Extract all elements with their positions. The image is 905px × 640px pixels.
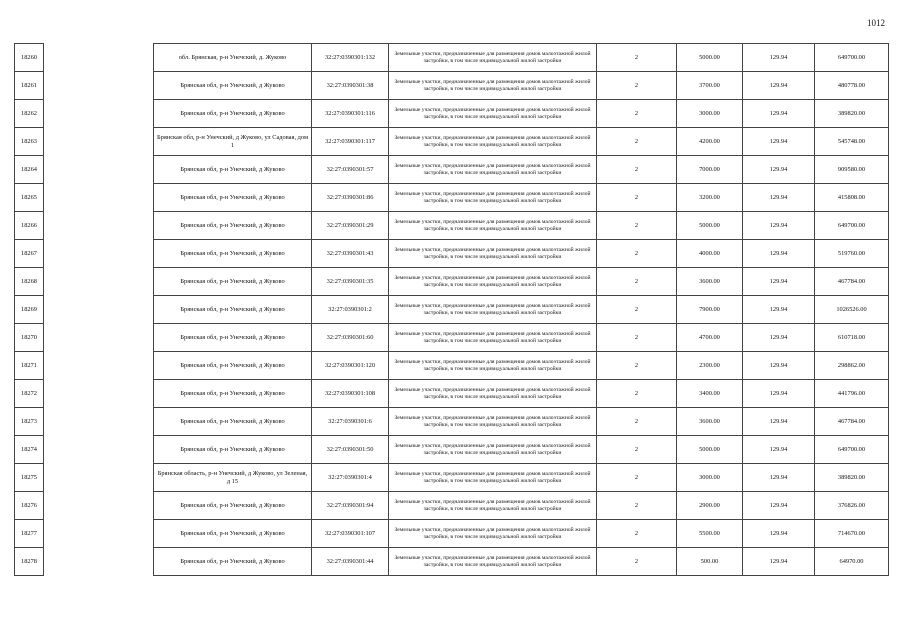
cadastral-number-cell: 32:27:0390301:94 — [312, 492, 389, 520]
group-cell: 2 — [597, 464, 677, 492]
cadastral-number-cell: 32:27:0390301:60 — [312, 324, 389, 352]
empty-cell — [44, 464, 154, 492]
group-cell: 2 — [597, 156, 677, 184]
group-cell: 2 — [597, 520, 677, 548]
address-cell: Брянская обл, р-н Унечский, д Жуково — [154, 240, 312, 268]
row-number-cell: 18262 — [15, 100, 44, 128]
cadastral-number-cell: 32:27:0390301:6 — [312, 408, 389, 436]
area-cell: 5000.00 — [677, 44, 743, 72]
cadastral-value-table — [14, 43, 889, 576]
address-cell: Брянская обл, р-н Унечский, д Жуково — [154, 436, 312, 464]
land-use-cell: Земельные участки, предназначенные для размещения домов малоэтажной жилой застройки, в том числе индивидуальной жилой застройки — [389, 128, 597, 156]
table-row — [15, 436, 889, 464]
row-number-cell: 18273 — [15, 408, 44, 436]
land-use-cell: Земельные участки, предназначенные для размещения домов малоэтажной жилой застройки, в том числе индивидуальной жилой застройки — [389, 492, 597, 520]
area-cell: 7000.00 — [677, 156, 743, 184]
group-cell: 2 — [597, 128, 677, 156]
row-number-cell: 18278 — [15, 548, 44, 576]
cadastral-number-cell: 32:27:0390301:29 — [312, 212, 389, 240]
land-use-cell: Земельные участки, предназначенные для размещения домов малоэтажной жилой застройки, в том числе индивидуальной жилой застройки — [389, 380, 597, 408]
table-row — [15, 100, 889, 128]
group-cell: 2 — [597, 100, 677, 128]
table-row — [15, 548, 889, 576]
empty-cell — [44, 520, 154, 548]
table-row — [15, 352, 889, 380]
unit-rate-cell: 129.94 — [743, 100, 815, 128]
row-number-cell: 18276 — [15, 492, 44, 520]
area-cell: 3200.00 — [677, 184, 743, 212]
unit-rate-cell: 129.94 — [743, 156, 815, 184]
area-cell: 5000.00 — [677, 212, 743, 240]
group-cell: 2 — [597, 548, 677, 576]
address-cell: обл. Брянская, р-н Унечский, д. Жуково — [154, 44, 312, 72]
row-number-cell: 18272 — [15, 380, 44, 408]
cadastral-value-cell: 649700.00 — [815, 436, 889, 464]
area-cell: 5000.00 — [677, 436, 743, 464]
cadastral-value-cell: 389820.00 — [815, 464, 889, 492]
land-use-cell: Земельные участки, предназначенные для размещения домов малоэтажной жилой застройки, в том числе индивидуальной жилой застройки — [389, 296, 597, 324]
cadastral-value-cell: 376826.00 — [815, 492, 889, 520]
empty-cell — [44, 548, 154, 576]
area-cell: 4200.00 — [677, 128, 743, 156]
unit-rate-cell: 129.94 — [743, 240, 815, 268]
table-row — [15, 380, 889, 408]
cadastral-number-cell: 32:27:0390301:43 — [312, 240, 389, 268]
cadastral-value-cell: 467784.00 — [815, 408, 889, 436]
empty-cell — [44, 408, 154, 436]
unit-rate-cell: 129.94 — [743, 324, 815, 352]
unit-rate-cell: 129.94 — [743, 464, 815, 492]
cadastral-value-cell: 480778.00 — [815, 72, 889, 100]
row-number-cell: 18269 — [15, 296, 44, 324]
land-use-cell: Земельные участки, предназначенные для размещения домов малоэтажной жилой застройки, в том числе индивидуальной жилой застройки — [389, 268, 597, 296]
table-row — [15, 408, 889, 436]
address-cell: Брянская обл, р-н Унечский, д Жуково — [154, 380, 312, 408]
row-number-cell: 18265 — [15, 184, 44, 212]
row-number-cell: 18274 — [15, 436, 44, 464]
group-cell: 2 — [597, 240, 677, 268]
table-row — [15, 268, 889, 296]
unit-rate-cell: 129.94 — [743, 492, 815, 520]
land-use-cell: Земельные участки, предназначенные для размещения домов малоэтажной жилой застройки, в том числе индивидуальной жилой застройки — [389, 240, 597, 268]
cadastral-number-cell: 32:27:0390301:38 — [312, 72, 389, 100]
land-use-cell: Земельные участки, предназначенные для размещения домов малоэтажной жилой застройки, в том числе индивидуальной жилой застройки — [389, 324, 597, 352]
address-cell: Брянская обл, р-н Унечский, д Жуково — [154, 548, 312, 576]
cadastral-value-cell: 467784.00 — [815, 268, 889, 296]
group-cell: 2 — [597, 268, 677, 296]
land-use-cell: Земельные участки, предназначенные для размещения домов малоэтажной жилой застройки, в том числе индивидуальной жилой застройки — [389, 100, 597, 128]
group-cell: 2 — [597, 184, 677, 212]
address-cell: Брянская обл, р-н Унечский, д Жуково — [154, 212, 312, 240]
unit-rate-cell: 129.94 — [743, 128, 815, 156]
unit-rate-cell: 129.94 — [743, 184, 815, 212]
cadastral-value-cell: 519760.00 — [815, 240, 889, 268]
cadastral-number-cell: 32:27:0390301:117 — [312, 128, 389, 156]
address-cell: Брянская область, р-н Унечский, д Жуково, ул Зеленая, д 15 — [154, 464, 312, 492]
empty-cell — [44, 268, 154, 296]
row-number-cell: 18271 — [15, 352, 44, 380]
empty-cell — [44, 352, 154, 380]
cadastral-number-cell: 32:27:0390301:107 — [312, 520, 389, 548]
page-number: 1012 — [867, 18, 885, 28]
group-cell: 2 — [597, 436, 677, 464]
area-cell: 2900.00 — [677, 492, 743, 520]
area-cell: 7900.00 — [677, 296, 743, 324]
cadastral-number-cell: 32:27:0390301:108 — [312, 380, 389, 408]
address-cell: Брянская обл, р-н Унечский, д Жуково — [154, 492, 312, 520]
land-use-cell: Земельные участки, предназначенные для размещения домов малоэтажной жилой застройки, в том числе индивидуальной жилой застройки — [389, 212, 597, 240]
cadastral-number-cell: 32:27:0390301:2 — [312, 296, 389, 324]
table-row — [15, 324, 889, 352]
address-cell: Брянская обл, р-н Унечский, д Жуково — [154, 100, 312, 128]
cadastral-number-cell: 32:27:0390301:132 — [312, 44, 389, 72]
row-number-cell: 18277 — [15, 520, 44, 548]
unit-rate-cell: 129.94 — [743, 436, 815, 464]
row-number-cell: 18266 — [15, 212, 44, 240]
land-use-cell: Земельные участки, предназначенные для размещения домов малоэтажной жилой застройки, в том числе индивидуальной жилой застройки — [389, 156, 597, 184]
address-cell: Брянская обл, р-н Унечский, д Жуково — [154, 520, 312, 548]
empty-cell — [44, 296, 154, 324]
group-cell: 2 — [597, 380, 677, 408]
cadastral-value-cell: 441796.00 — [815, 380, 889, 408]
address-cell: Брянская обл, р-н Унечский, д Жуково — [154, 408, 312, 436]
area-cell: 2300.00 — [677, 352, 743, 380]
address-cell: Брянская обл, р-н Унечский, д Жуково — [154, 352, 312, 380]
group-cell: 2 — [597, 212, 677, 240]
cadastral-value-cell: 909580.00 — [815, 156, 889, 184]
area-cell: 3600.00 — [677, 408, 743, 436]
cadastral-value-cell: 1026526.00 — [815, 296, 889, 324]
land-use-cell: Земельные участки, предназначенные для размещения домов малоэтажной жилой застройки, в том числе индивидуальной жилой застройки — [389, 352, 597, 380]
cadastral-value-cell: 649700.00 — [815, 212, 889, 240]
cadastral-number-cell: 32:27:0390301:57 — [312, 156, 389, 184]
cadastral-value-cell: 610718.00 — [815, 324, 889, 352]
address-cell: Брянская обл, р-н Унечский, д Жуково — [154, 296, 312, 324]
unit-rate-cell: 129.94 — [743, 352, 815, 380]
area-cell: 4000.00 — [677, 240, 743, 268]
group-cell: 2 — [597, 72, 677, 100]
empty-cell — [44, 100, 154, 128]
table-row — [15, 464, 889, 492]
unit-rate-cell: 129.94 — [743, 296, 815, 324]
row-number-cell: 18261 — [15, 72, 44, 100]
address-cell: Брянская обл, р-н Унечский, д Жуково — [154, 324, 312, 352]
empty-cell — [44, 128, 154, 156]
cadastral-number-cell: 32:27:0390301:4 — [312, 464, 389, 492]
group-cell: 2 — [597, 352, 677, 380]
cadastral-number-cell: 32:27:0390301:44 — [312, 548, 389, 576]
unit-rate-cell: 129.94 — [743, 408, 815, 436]
area-cell: 3000.00 — [677, 464, 743, 492]
cadastral-number-cell: 32:27:0390301:35 — [312, 268, 389, 296]
group-cell: 2 — [597, 324, 677, 352]
unit-rate-cell: 129.94 — [743, 520, 815, 548]
cadastral-number-cell: 32:27:0390301:86 — [312, 184, 389, 212]
area-cell: 3400.00 — [677, 380, 743, 408]
cadastral-number-cell: 32:27:0390301:116 — [312, 100, 389, 128]
group-cell: 2 — [597, 408, 677, 436]
row-number-cell: 18275 — [15, 464, 44, 492]
unit-rate-cell: 129.94 — [743, 548, 815, 576]
area-cell: 4700.00 — [677, 324, 743, 352]
empty-cell — [44, 44, 154, 72]
land-use-cell: Земельные участки, предназначенные для размещения домов малоэтажной жилой застройки, в том числе индивидуальной жилой застройки — [389, 548, 597, 576]
address-cell: Брянская обл, р-н Унечский, д Жуково — [154, 72, 312, 100]
area-cell: 500.00 — [677, 548, 743, 576]
row-number-cell: 18264 — [15, 156, 44, 184]
cadastral-number-cell: 32:27:0390301:120 — [312, 352, 389, 380]
address-cell: Брянская обл, р-н Унечский, д Жуково — [154, 184, 312, 212]
empty-cell — [44, 436, 154, 464]
empty-cell — [44, 212, 154, 240]
land-use-cell: Земельные участки, предназначенные для размещения домов малоэтажной жилой застройки, в том числе индивидуальной жилой застройки — [389, 408, 597, 436]
land-use-cell: Земельные участки, предназначенные для размещения домов малоэтажной жилой застройки, в том числе индивидуальной жилой застройки — [389, 520, 597, 548]
row-number-cell: 18263 — [15, 128, 44, 156]
cadastral-value-cell: 389820.00 — [815, 100, 889, 128]
table-row — [15, 156, 889, 184]
area-cell: 3600.00 — [677, 268, 743, 296]
group-cell: 2 — [597, 44, 677, 72]
table-row — [15, 128, 889, 156]
cadastral-number-cell: 32:27:0390301:50 — [312, 436, 389, 464]
row-number-cell: 18268 — [15, 268, 44, 296]
cadastral-value-cell: 545748.00 — [815, 128, 889, 156]
cadastral-value-cell: 415808.00 — [815, 184, 889, 212]
land-use-cell: Земельные участки, предназначенные для размещения домов малоэтажной жилой застройки, в том числе индивидуальной жилой застройки — [389, 44, 597, 72]
cadastral-value-cell: 714670.00 — [815, 520, 889, 548]
address-cell: Брянская обл, р-н Унечский, д Жуково — [154, 156, 312, 184]
empty-cell — [44, 380, 154, 408]
table-row — [15, 240, 889, 268]
table-row — [15, 212, 889, 240]
cadastral-value-cell: 64970.00 — [815, 548, 889, 576]
row-number-cell: 18267 — [15, 240, 44, 268]
empty-cell — [44, 72, 154, 100]
empty-cell — [44, 184, 154, 212]
table-row — [15, 492, 889, 520]
land-use-cell: Земельные участки, предназначенные для размещения домов малоэтажной жилой застройки, в том числе индивидуальной жилой застройки — [389, 464, 597, 492]
table-row — [15, 184, 889, 212]
empty-cell — [44, 492, 154, 520]
land-use-cell: Земельные участки, предназначенные для размещения домов малоэтажной жилой застройки, в том числе индивидуальной жилой застройки — [389, 72, 597, 100]
unit-rate-cell: 129.94 — [743, 268, 815, 296]
land-use-cell: Земельные участки, предназначенные для размещения домов малоэтажной жилой застройки, в том числе индивидуальной жилой застройки — [389, 184, 597, 212]
table-row — [15, 296, 889, 324]
table-row — [15, 44, 889, 72]
area-cell: 5500.00 — [677, 520, 743, 548]
cadastral-value-cell: 649700.00 — [815, 44, 889, 72]
area-cell: 3700.00 — [677, 72, 743, 100]
empty-cell — [44, 156, 154, 184]
cadastral-value-cell: 298862.00 — [815, 352, 889, 380]
row-number-cell: 18260 — [15, 44, 44, 72]
table-row — [15, 520, 889, 548]
table-body — [15, 44, 889, 576]
address-cell: Брянская обл, р-н Унечский, д Жуково — [154, 268, 312, 296]
empty-cell — [44, 324, 154, 352]
group-cell: 2 — [597, 492, 677, 520]
unit-rate-cell: 129.94 — [743, 380, 815, 408]
group-cell: 2 — [597, 296, 677, 324]
unit-rate-cell: 129.94 — [743, 72, 815, 100]
row-number-cell: 18270 — [15, 324, 44, 352]
unit-rate-cell: 129.94 — [743, 44, 815, 72]
unit-rate-cell: 129.94 — [743, 212, 815, 240]
address-cell: Брянская обл, р-н Унечский, д Жуково, ул Садовая, дом 1 — [154, 128, 312, 156]
empty-cell — [44, 240, 154, 268]
area-cell: 3000.00 — [677, 100, 743, 128]
land-use-cell: Земельные участки, предназначенные для размещения домов малоэтажной жилой застройки, в том числе индивидуальной жилой застройки — [389, 436, 597, 464]
table-row — [15, 72, 889, 100]
